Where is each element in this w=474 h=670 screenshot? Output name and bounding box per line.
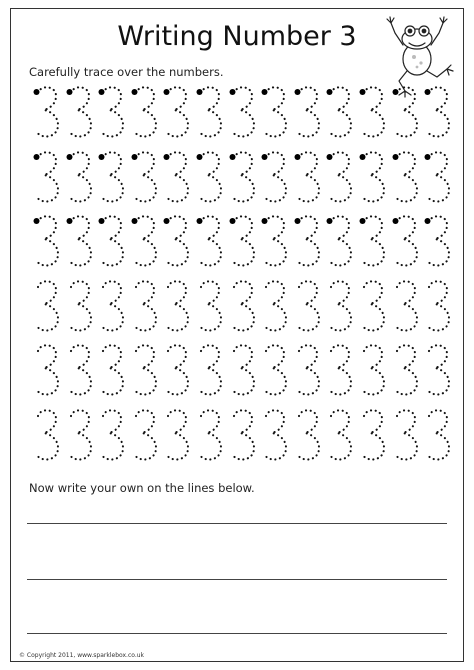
writing-line[interactable] <box>27 523 447 524</box>
dotted-digit-three[interactable] <box>390 148 422 206</box>
start-dot <box>66 89 72 95</box>
start-dot <box>294 154 300 160</box>
tracing-row <box>25 277 451 343</box>
start-dot <box>360 218 366 224</box>
start-dot <box>262 154 268 160</box>
dotted-digit-three[interactable] <box>64 406 96 464</box>
dotted-digit-three[interactable] <box>259 83 291 141</box>
dotted-digit-three[interactable] <box>324 341 356 399</box>
dotted-digit-three[interactable] <box>324 148 356 206</box>
dotted-digit-three[interactable] <box>357 341 389 399</box>
tracing-row <box>25 83 451 149</box>
start-dot <box>392 154 398 160</box>
start-dot <box>294 89 300 95</box>
dotted-digit-three[interactable] <box>227 341 259 399</box>
start-dot <box>99 218 105 224</box>
dotted-digit-three[interactable] <box>292 406 324 464</box>
dotted-digit-three[interactable] <box>227 277 259 335</box>
dotted-digit-three[interactable] <box>292 341 324 399</box>
start-dot <box>294 218 300 224</box>
start-dot <box>164 218 170 224</box>
start-dot <box>262 218 268 224</box>
start-dot <box>360 154 366 160</box>
copyright-footer: © Copyright 2011, www.sparklebox.co.uk <box>19 652 145 659</box>
dotted-digit-three[interactable] <box>31 341 63 399</box>
dotted-digit-three[interactable] <box>390 341 422 399</box>
dotted-digit-three[interactable] <box>31 406 63 464</box>
dotted-digit-three[interactable] <box>96 277 128 335</box>
dotted-digit-three[interactable] <box>324 212 356 270</box>
start-dot <box>327 218 333 224</box>
worksheet <box>10 8 464 662</box>
dotted-digit-three[interactable] <box>390 406 422 464</box>
dotted-digit-three[interactable] <box>390 212 422 270</box>
dotted-digit-three[interactable] <box>324 406 356 464</box>
tracing-grid <box>25 83 451 463</box>
start-dot <box>164 154 170 160</box>
dotted-digit-three[interactable] <box>64 83 96 141</box>
dotted-digit-three[interactable] <box>227 83 259 141</box>
dotted-digit-three[interactable] <box>422 406 454 464</box>
start-dot <box>66 154 72 160</box>
dotted-digit-three[interactable] <box>194 212 226 270</box>
tracing-row <box>25 148 451 214</box>
dotted-digit-three[interactable] <box>422 341 454 399</box>
dotted-digit-three[interactable] <box>259 406 291 464</box>
dotted-digit-three[interactable] <box>96 83 128 141</box>
start-dot <box>131 154 137 160</box>
dotted-digit-three[interactable] <box>31 83 63 141</box>
start-dot <box>34 218 40 224</box>
dotted-digit-three[interactable] <box>161 212 193 270</box>
dotted-digit-three[interactable] <box>129 341 161 399</box>
dotted-digit-three[interactable] <box>161 277 193 335</box>
start-dot <box>327 154 333 160</box>
dotted-digit-three[interactable] <box>96 212 128 270</box>
start-dot <box>229 89 235 95</box>
start-dot <box>197 89 203 95</box>
write-instruction: Now write your own on the lines below. <box>29 481 255 495</box>
start-dot <box>99 89 105 95</box>
dotted-digit-three[interactable] <box>357 406 389 464</box>
start-dot <box>164 89 170 95</box>
dotted-digit-three[interactable] <box>194 341 226 399</box>
dotted-digit-three[interactable] <box>292 212 324 270</box>
tracing-row <box>25 406 451 472</box>
start-dot <box>425 218 431 224</box>
start-dot <box>425 154 431 160</box>
dotted-digit-three[interactable] <box>292 148 324 206</box>
dotted-digit-three[interactable] <box>227 148 259 206</box>
start-dot <box>229 218 235 224</box>
dotted-digit-three[interactable] <box>31 212 63 270</box>
dotted-digit-three[interactable] <box>422 148 454 206</box>
start-dot <box>392 89 398 95</box>
dotted-digit-three[interactable] <box>64 341 96 399</box>
dotted-digit-three[interactable] <box>129 212 161 270</box>
dotted-digit-three[interactable] <box>357 212 389 270</box>
dotted-digit-three[interactable] <box>161 341 193 399</box>
dotted-digit-three[interactable] <box>357 148 389 206</box>
dotted-digit-three[interactable] <box>64 277 96 335</box>
dotted-digit-three[interactable] <box>227 212 259 270</box>
dotted-digit-three[interactable] <box>194 148 226 206</box>
dotted-digit-three[interactable] <box>129 148 161 206</box>
writing-line[interactable] <box>27 633 447 634</box>
dotted-digit-three[interactable] <box>31 148 63 206</box>
start-dot <box>197 154 203 160</box>
dotted-digit-three[interactable] <box>64 148 96 206</box>
dotted-digit-three[interactable] <box>194 277 226 335</box>
dotted-digit-three[interactable] <box>357 83 389 141</box>
writing-line[interactable] <box>27 579 447 580</box>
dotted-digit-three[interactable] <box>194 83 226 141</box>
dotted-digit-three[interactable] <box>324 83 356 141</box>
dotted-digit-three[interactable] <box>161 406 193 464</box>
start-dot <box>99 154 105 160</box>
dotted-digit-three[interactable] <box>129 277 161 335</box>
tracing-row <box>25 212 451 278</box>
dotted-digit-three[interactable] <box>31 277 63 335</box>
dotted-digit-three[interactable] <box>422 83 454 141</box>
tracing-row <box>25 341 451 407</box>
dotted-digit-three[interactable] <box>259 277 291 335</box>
dotted-digit-three[interactable] <box>129 406 161 464</box>
start-dot <box>360 89 366 95</box>
dotted-digit-three[interactable] <box>64 212 96 270</box>
start-dot <box>392 218 398 224</box>
dotted-digit-three[interactable] <box>422 277 454 335</box>
start-dot <box>197 218 203 224</box>
page-title: Writing Number 3 <box>117 21 357 52</box>
start-dot <box>34 154 40 160</box>
start-dot <box>229 154 235 160</box>
start-dot <box>262 89 268 95</box>
start-dot <box>327 89 333 95</box>
trace-instruction: Carefully trace over the numbers. <box>29 65 224 79</box>
dotted-digit-three[interactable] <box>324 277 356 335</box>
dotted-digit-three[interactable] <box>292 277 324 335</box>
dotted-digit-three[interactable] <box>390 83 422 141</box>
dotted-digit-three[interactable] <box>129 83 161 141</box>
dotted-digit-three[interactable] <box>96 148 128 206</box>
dotted-digit-three[interactable] <box>227 406 259 464</box>
dotted-digit-three[interactable] <box>422 212 454 270</box>
dotted-digit-three[interactable] <box>357 277 389 335</box>
dotted-digit-three[interactable] <box>161 83 193 141</box>
dotted-digit-three[interactable] <box>194 406 226 464</box>
dotted-digit-three[interactable] <box>292 83 324 141</box>
dotted-digit-three[interactable] <box>96 341 128 399</box>
dotted-digit-three[interactable] <box>259 341 291 399</box>
dotted-digit-three[interactable] <box>96 406 128 464</box>
dotted-digit-three[interactable] <box>259 148 291 206</box>
dotted-digit-three[interactable] <box>259 212 291 270</box>
start-dot <box>131 89 137 95</box>
start-dot <box>425 89 431 95</box>
start-dot <box>131 218 137 224</box>
start-dot <box>34 89 40 95</box>
dotted-digit-three[interactable] <box>161 148 193 206</box>
start-dot <box>66 218 72 224</box>
dotted-digit-three[interactable] <box>390 277 422 335</box>
